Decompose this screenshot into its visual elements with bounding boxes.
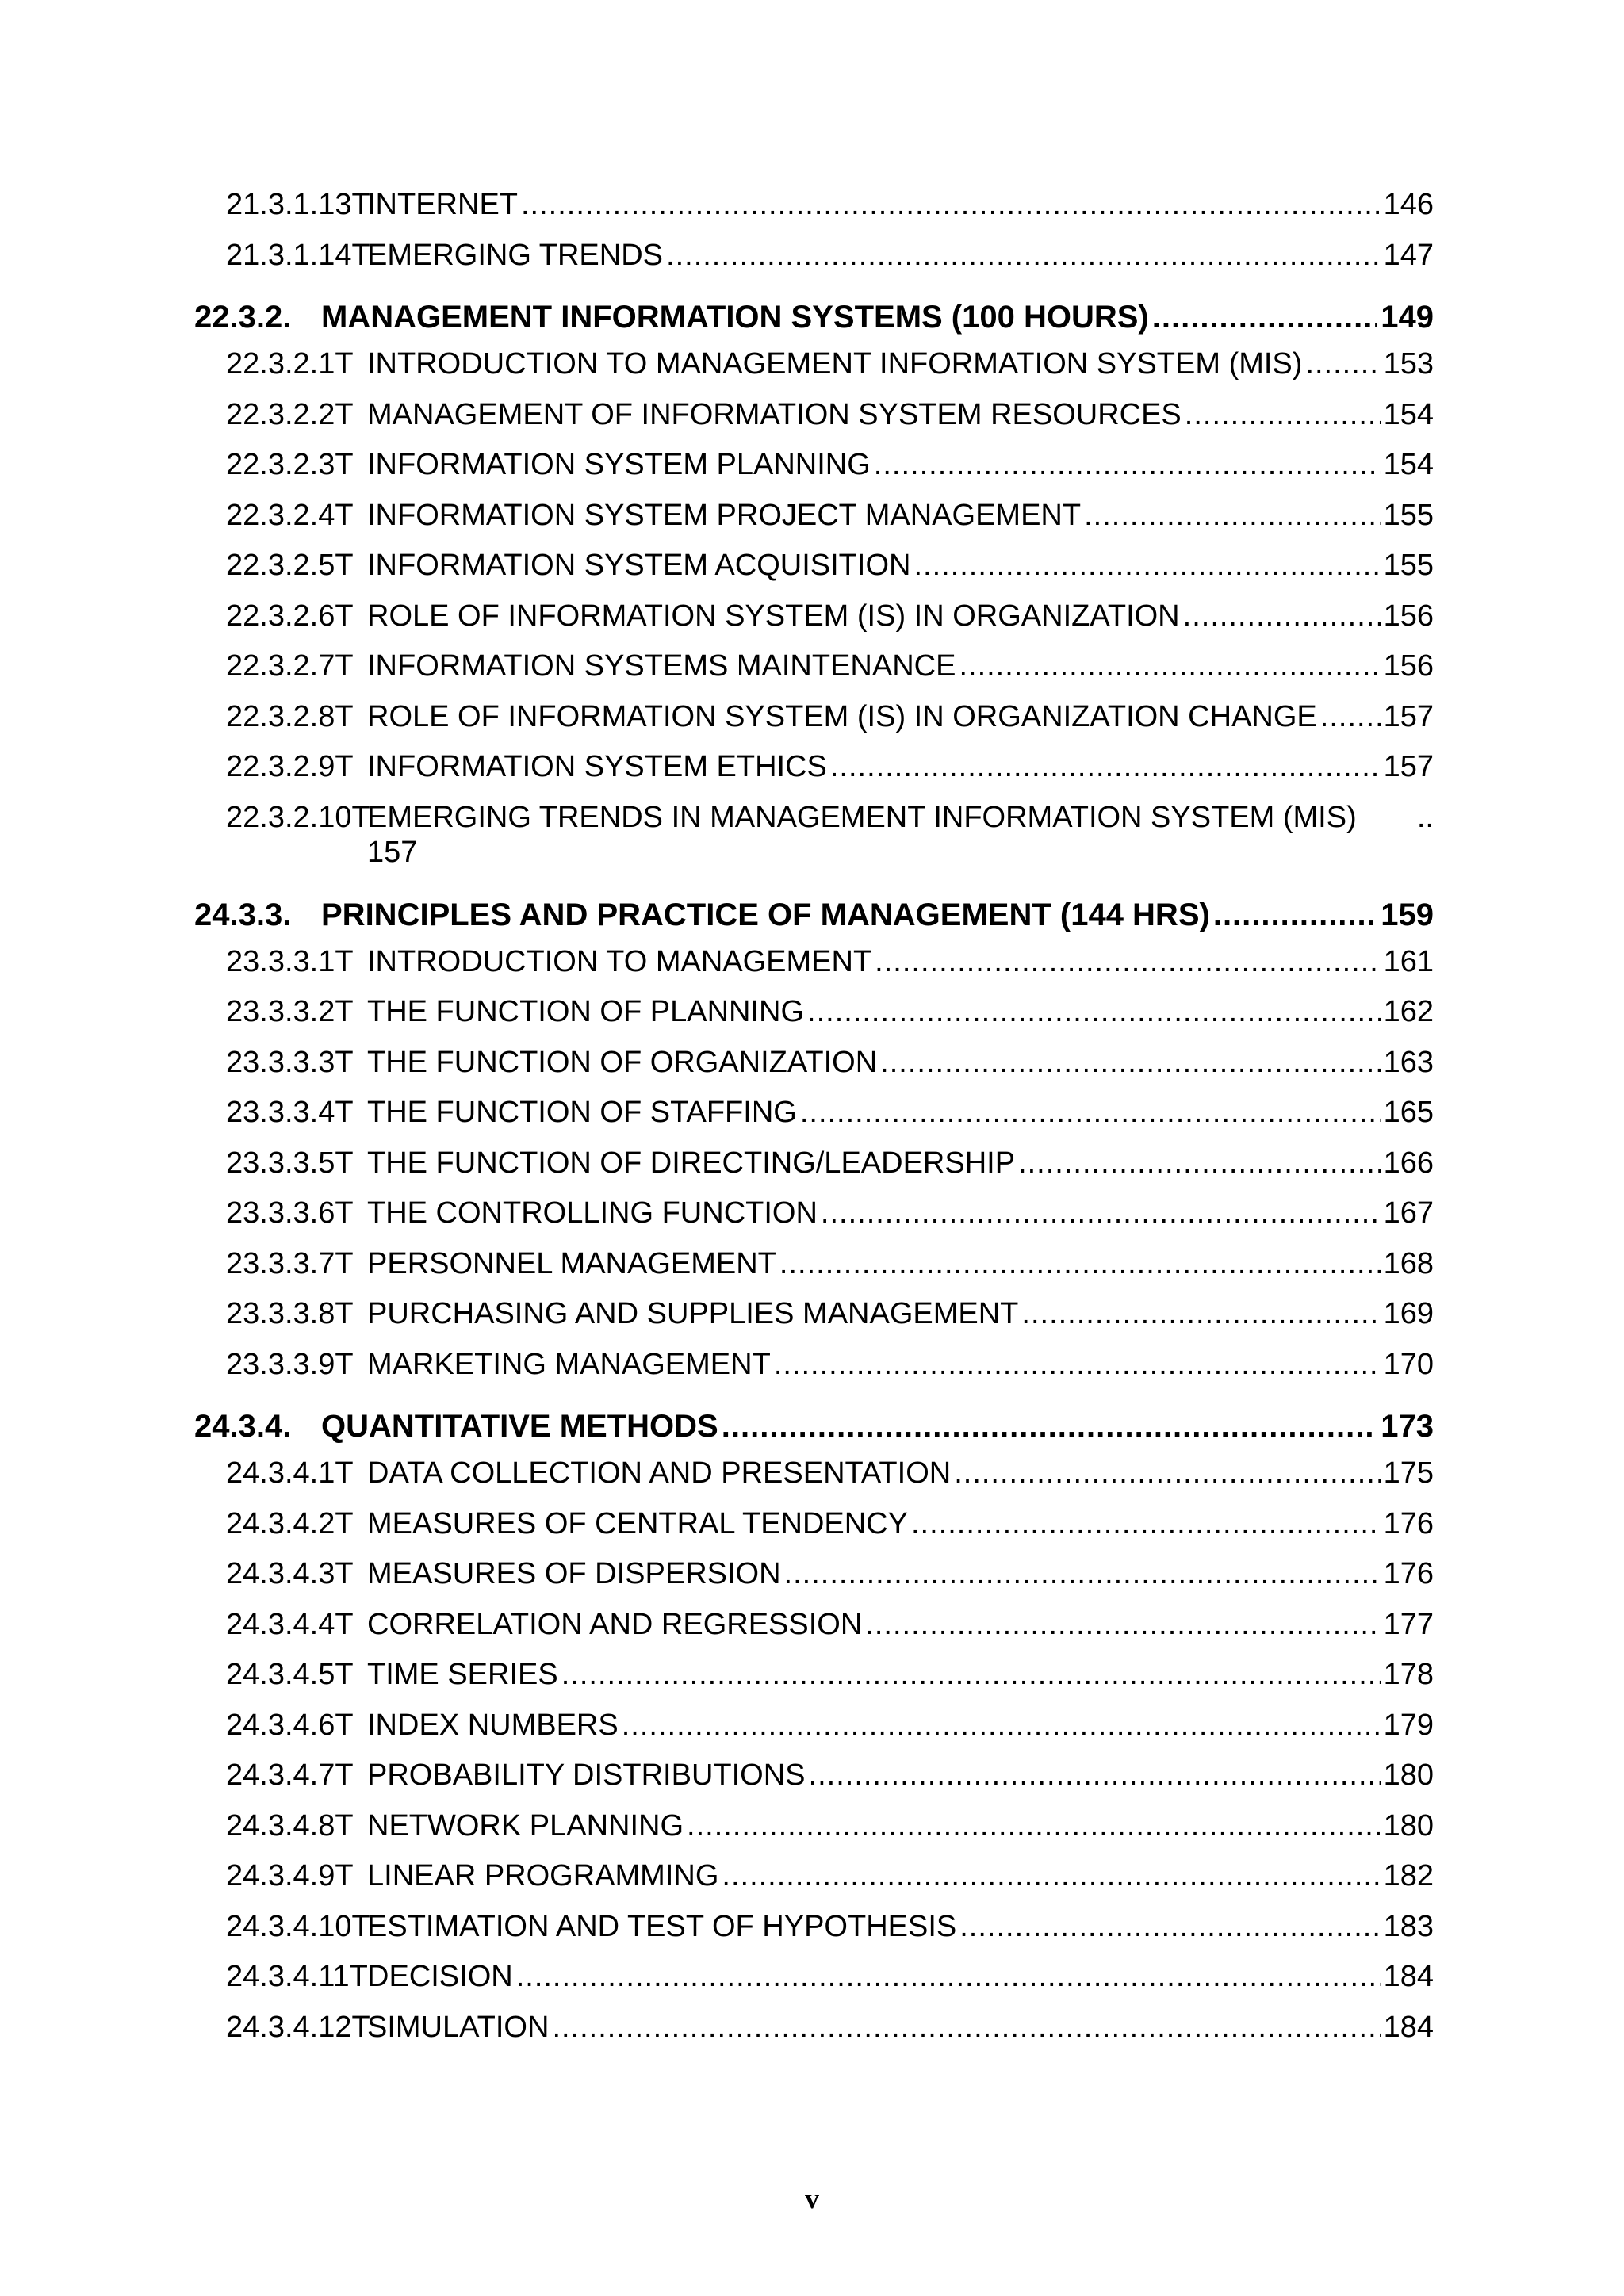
entry-number: 24.3.4.12T [226,2010,370,2044]
dot-leader [1152,299,1378,335]
entry-page-number: 155 [1383,498,1434,532]
toc-entry[interactable] [194,1238,1434,1289]
entry-number: 24.3.4.4T [226,1607,354,1641]
section-number: 22.3.2. [194,300,292,335]
entry-title: MEASURES OF DISPERSION [367,1557,781,1590]
entry-number: 24.3.4.8T [226,1808,354,1843]
entry-number: 24.3.4.11T [226,1960,368,1993]
toc-entry[interactable] [194,1951,1434,2002]
entry-number: 22.3.2.6T [226,599,354,633]
entry-line [367,800,1434,835]
entry-title: MEASURES OF CENTRAL TENDENCY [367,1506,908,1540]
entry-title: INFORMATION SYSTEMS MAINTENANCE [367,649,956,683]
entry-page-number: 169 [1383,1297,1434,1330]
toc-entry[interactable] [194,792,1434,878]
entry-number: 24.3.4.9T [226,1859,354,1892]
dot-leader: .. [1416,800,1434,834]
entry-title: TIME SERIES [367,1658,558,1691]
entry-number: 24.3.4.1T [226,1456,354,1490]
dot-leader [561,1657,1381,1692]
entry-title: EMERGING TRENDS [367,238,664,272]
entry-group [194,179,1434,280]
entry-page-number: 147 [1383,238,1434,272]
toc-entry[interactable] [194,936,1434,987]
entry-title: THE FUNCTION OF ORGANIZATION [367,1045,878,1079]
entry-title: NETWORK PLANNING [367,1808,684,1843]
entry-page-number: 182 [1383,1859,1434,1892]
section-number: 24.3.4. [194,1409,292,1444]
entry-number: 24.3.4.10T [226,1909,370,1943]
entry-title: PURCHASING AND SUPPLIES MANAGEMENT [367,1297,1019,1330]
entry-title: INTERNET [367,188,518,221]
entry-page-number: 177 [1383,1607,1434,1641]
entry-number: 23.3.3.5T [226,1146,354,1180]
dot-leader [809,1758,1381,1793]
entry-page-number: 162 [1383,995,1434,1028]
dot-leader [959,1909,1380,1944]
toc-entry[interactable] [194,389,1434,440]
toc-entry[interactable] [194,1339,1434,1390]
toc-entry[interactable] [194,1037,1434,1088]
entry-page-number: 184 [1383,1960,1434,1993]
dot-leader [552,2010,1380,2045]
entry-title: CORRELATION AND REGRESSION [367,1607,863,1641]
entry-title: ROLE OF INFORMATION SYSTEM (IS) IN ORGANIZATION CHANGE [367,699,1317,733]
toc-entry[interactable] [194,741,1434,792]
dot-leader [1305,346,1380,381]
toc-entry[interactable] [194,591,1434,641]
toc-entry[interactable] [194,1700,1434,1751]
entry-title: ROLE OF INFORMATION SYSTEM (IS) IN ORGANIZATION [367,599,1180,633]
toc-entry[interactable] [194,1188,1434,1238]
entry-page-number: 163 [1383,1045,1434,1079]
section-heading[interactable] [194,1389,1434,1448]
entry-title: MARKETING MANAGEMENT [367,1347,771,1381]
entry-page-number: 168 [1383,1246,1434,1280]
entry-number: 21.3.1.14T [226,238,370,272]
entry-number: 23.3.3.6T [226,1196,354,1230]
entry-number: 23.3.3.2T [226,995,354,1028]
entry-number: 24.3.4.5T [226,1658,354,1691]
entry-number: 22.3.2.2T [226,397,354,431]
section-page-number: 149 [1381,300,1434,335]
dot-leader [959,649,1380,683]
toc-entry[interactable] [194,1901,1434,1952]
entry-title: INFORMATION SYSTEM PROJECT MANAGEMENT [367,498,1082,532]
dot-leader [1018,1146,1381,1181]
entry-number: 22.3.2.3T [226,448,354,481]
entry-number: 23.3.3.9T [226,1347,354,1381]
entry-page-number: 167 [1383,1196,1434,1230]
entry-number: 21.3.1.13T [226,188,370,221]
dot-leader [830,749,1381,784]
dot-leader [666,238,1381,273]
toc-entry[interactable] [194,540,1434,591]
toc-entry[interactable] [194,1750,1434,1800]
entry-page-number: 156 [1383,599,1434,633]
entry-title: DECISION [367,1960,513,1993]
entry-body [367,800,1434,878]
section-heading[interactable] [194,878,1434,936]
entry-page-number: 184 [1383,2010,1434,2044]
toc-entry[interactable] [194,986,1434,1037]
section-title: MANAGEMENT INFORMATION SYSTEMS (100 HOURS) [321,300,1149,335]
entry-page-number: 154 [1383,448,1434,481]
toc-entry[interactable] [194,1548,1434,1599]
entry-page-number: 170 [1383,1347,1434,1381]
dot-leader [954,1456,1380,1490]
toc-entry[interactable] [194,641,1434,691]
toc-entry[interactable] [194,1288,1434,1339]
entry-page-number: 179 [1383,1708,1434,1742]
dot-leader [911,1506,1381,1541]
dot-leader [1084,498,1381,533]
entry-number: 22.3.2.1T [226,347,354,381]
dot-leader [687,1808,1381,1843]
toc-entry[interactable] [194,691,1434,742]
entry-number: 24.3.4.2T [226,1506,354,1540]
entry-group [194,1448,1434,2052]
dot-leader [807,994,1381,1029]
entry-title: ESTIMATION AND TEST OF HYPOTHESIS [367,1909,957,1943]
entry-page-number: 180 [1383,1808,1434,1843]
entry-page-number: 157 [1383,750,1434,783]
dot-leader [722,1858,1380,1893]
entry-title: SIMULATION [367,2010,550,2044]
entry-title: INTRODUCTION TO MANAGEMENT INFORMATION SYSTEM (MIS) [367,347,1303,381]
dot-leader [914,548,1380,583]
toc-entry[interactable] [194,1599,1434,1650]
entry-title: INFORMATION SYSTEM ACQUISITION [367,549,911,582]
entry-page-number: 165 [1383,1096,1434,1129]
entry-page-number: 178 [1383,1658,1434,1691]
section-page-number: 159 [1381,897,1434,932]
entry-number: 23.3.3.3T [226,1045,354,1079]
dot-leader [1183,599,1381,633]
entry-page-number: 180 [1383,1758,1434,1792]
entry-title: INTRODUCTION TO MANAGEMENT [367,944,872,978]
dot-leader [784,1556,1381,1591]
entry-page-number: 183 [1383,1909,1434,1943]
dot-leader [875,944,1380,979]
entry-page-number: 157 [1383,699,1434,733]
dot-leader [1320,699,1381,734]
entry-number: 23.3.3.4T [226,1096,354,1129]
dot-leader [516,1959,1381,1994]
section-title: QUANTITATIVE METHODS [321,1409,718,1444]
entry-title: PROBABILITY DISTRIBUTIONS [367,1758,806,1792]
entry-page-number: 153 [1383,347,1434,381]
dot-leader [800,1095,1381,1130]
entry-page-number: 161 [1383,944,1434,978]
section-title: PRINCIPLES AND PRACTICE OF MANAGEMENT (144 HRS) [321,897,1210,932]
entry-title: DATA COLLECTION AND PRESENTATION [367,1456,952,1490]
toc-entry[interactable] [194,1649,1434,1700]
dot-leader [521,187,1381,222]
entry-number: 23.3.3.8T [226,1297,354,1330]
dot-leader [1185,397,1381,432]
entry-number: 22.3.2.9T [226,750,354,783]
entry-number: 23.3.3.7T [226,1246,354,1280]
dot-leader [880,1045,1380,1080]
dot-leader [1021,1296,1380,1331]
entry-page-number: 155 [1383,549,1434,582]
entry-title: THE FUNCTION OF DIRECTING/LEADERSHIP [367,1146,1016,1180]
entry-title: INFORMATION SYSTEM ETHICS [367,750,827,783]
toc-entry[interactable] [194,2002,1434,2053]
entry-group [194,936,1434,1390]
entry-title: THE FUNCTION OF PLANNING [367,995,805,1028]
dot-leader [779,1246,1381,1281]
dot-leader [874,447,1381,482]
dot-leader [774,1347,1381,1382]
section-number: 24.3.3. [194,897,292,932]
entry-page-number: 157 [367,835,418,869]
entry-number: 22.3.2.10T [226,800,370,834]
entry-number: 22.3.2.5T [226,549,354,582]
entry-page-number: 154 [1383,397,1434,431]
entry-number: 24.3.4.6T [226,1708,354,1742]
page-number: v [805,2183,819,2214]
toc-entry[interactable] [194,1087,1434,1138]
dot-leader [1213,897,1377,933]
entry-number: 22.3.2.7T [226,649,354,683]
entry-page-number: 176 [1383,1506,1434,1540]
toc-entry[interactable] [194,1448,1434,1498]
entry-group [194,339,1434,792]
entry-page-number: 146 [1383,188,1434,221]
entry-page-number: 156 [1383,649,1434,683]
entry-number: 23.3.3.1T [226,944,354,978]
entry-title: EMERGING TRENDS IN MANAGEMENT INFORMATION SYSTEM (MIS) [367,800,1357,834]
toc-entry[interactable] [194,230,1434,281]
entry-number: 22.3.2.8T [226,699,354,733]
entry-number: 22.3.2.4T [226,498,354,532]
entry-title: PERSONNEL MANAGEMENT [367,1246,776,1280]
section-heading[interactable] [194,280,1434,339]
table-of-contents [194,179,1434,2052]
entry-title: INDEX NUMBERS [367,1708,619,1742]
entry-title: THE CONTROLLING FUNCTION [367,1196,818,1230]
toc-entry[interactable] [194,339,1434,389]
toc-entry[interactable] [194,490,1434,541]
toc-entry[interactable] [194,1850,1434,1901]
entry-page-number: 166 [1383,1146,1434,1180]
toc-entry[interactable] [194,439,1434,490]
toc-entry[interactable] [194,1800,1434,1851]
entry-number: 24.3.4.3T [226,1557,354,1590]
entry-page-number: 175 [1383,1456,1434,1490]
dot-leader [722,1408,1378,1445]
entry-title: INFORMATION SYSTEM PLANNING [367,448,871,481]
section-page-number: 173 [1381,1409,1434,1444]
entry-page-number: 176 [1383,1557,1434,1590]
dot-leader [821,1196,1381,1230]
toc-entry[interactable] [194,179,1434,230]
entry-title: MANAGEMENT OF INFORMATION SYSTEM RESOURCES [367,397,1182,431]
entry-number: 24.3.4.7T [226,1758,354,1792]
entry-title: THE FUNCTION OF STAFFING [367,1096,797,1129]
toc-entry[interactable] [194,1138,1434,1188]
entry-title: LINEAR PROGRAMMING [367,1859,719,1892]
toc-entry[interactable] [194,1498,1434,1549]
dot-leader [622,1708,1381,1743]
dot-leader [865,1607,1380,1642]
